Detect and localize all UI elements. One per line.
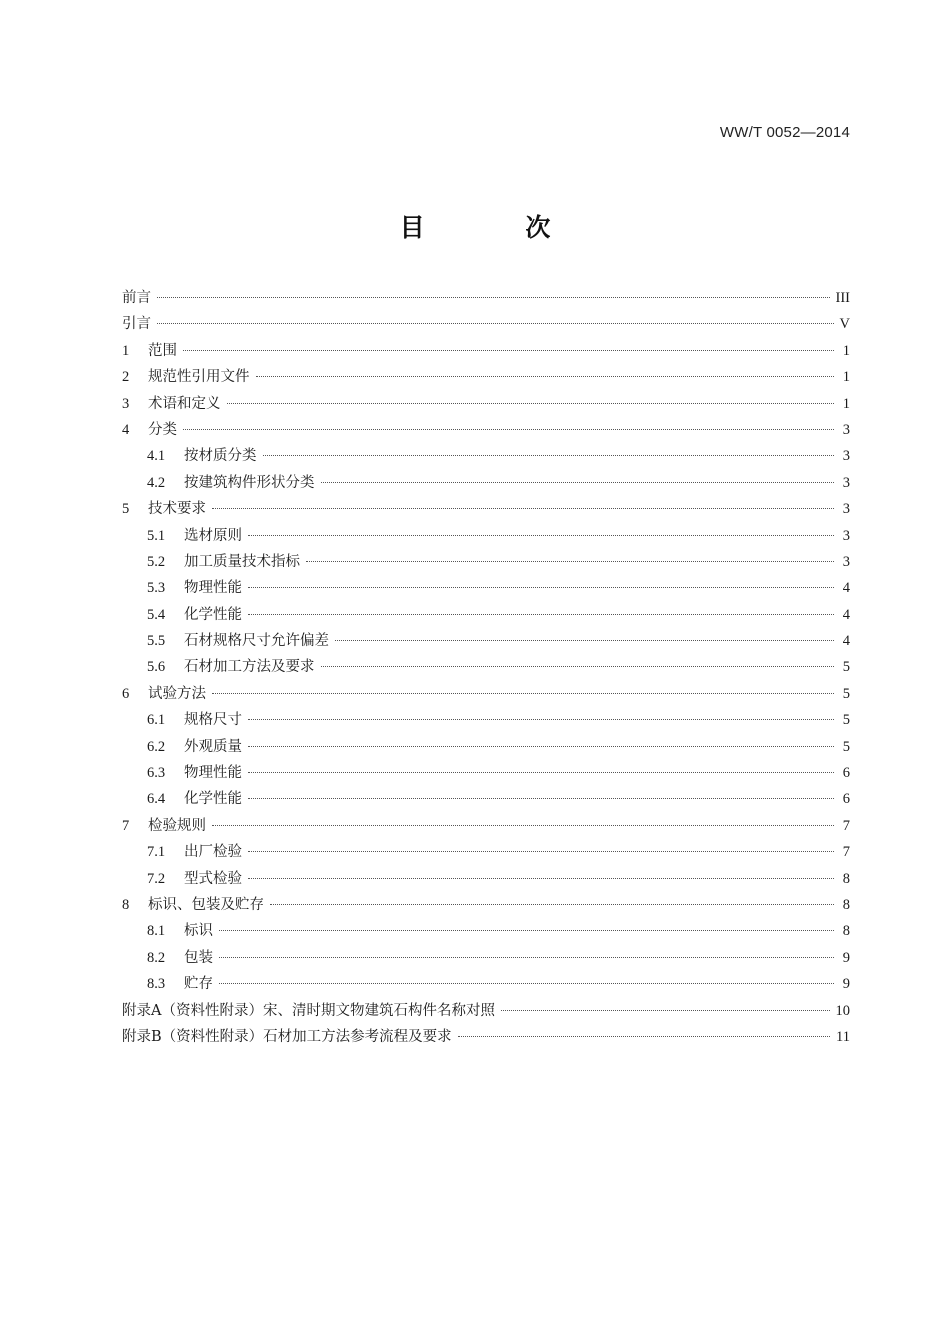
toc-entry-number: 8 — [122, 896, 130, 913]
toc-entry-number: 6.3 — [147, 765, 166, 782]
toc-entry-number: 5.3 — [147, 580, 166, 597]
toc-dot-leader — [248, 851, 834, 852]
toc-entry-page: 7 — [842, 817, 850, 834]
toc-entry-title: 分类 — [148, 421, 177, 438]
toc-dot-leader — [321, 482, 835, 483]
toc-entry-page: 9 — [842, 949, 850, 966]
toc-entry[interactable] — [122, 285, 850, 311]
toc-dot-leader — [248, 719, 834, 720]
toc-dot-leader — [219, 930, 834, 931]
toc-entry-page: 3 — [842, 553, 850, 570]
toc-entry-title: 规格尺寸 — [184, 712, 242, 729]
toc-entry-page: 6 — [842, 765, 850, 782]
toc-entry-title: 附录B（资料性附录）石材加工方法参考流程及要求 — [122, 1028, 452, 1045]
toc-dot-leader — [248, 798, 834, 799]
toc-entry-page: 11 — [836, 1028, 850, 1045]
toc-entry-page: 1 — [842, 395, 850, 412]
toc-entry-page: 3 — [842, 448, 850, 465]
toc-entry-page: 1 — [842, 369, 850, 386]
toc-entry-title: 物理性能 — [184, 765, 242, 782]
toc-entry-title: 加工质量技术指标 — [184, 553, 300, 570]
toc-entry-title: 包装 — [184, 949, 213, 966]
toc-entry-title: 试验方法 — [148, 685, 206, 702]
toc-entry[interactable] — [122, 760, 850, 786]
toc-entry-title: 出厂检验 — [184, 844, 242, 861]
toc-entry-page: 7 — [842, 844, 850, 861]
toc-entry[interactable] — [122, 892, 850, 918]
toc-dot-leader — [458, 1036, 830, 1037]
toc-entry-number: 8.1 — [147, 923, 166, 940]
toc-entry-page: 4 — [842, 633, 850, 650]
toc-dot-leader — [248, 614, 834, 615]
toc-entry-page: 3 — [842, 421, 850, 438]
toc-entry-number: 7.1 — [147, 844, 166, 861]
toc-entry-number: 6.2 — [147, 738, 166, 755]
toc-entry[interactable] — [122, 470, 850, 496]
toc-entry-title: 按建筑构件形状分类 — [184, 474, 315, 491]
table-of-contents — [122, 285, 850, 1050]
toc-dot-leader — [219, 957, 834, 958]
toc-dot-leader — [248, 535, 834, 536]
toc-entry-number: 4 — [122, 421, 130, 438]
toc-entry-page: 5 — [842, 659, 850, 676]
toc-entry[interactable] — [122, 311, 850, 337]
toc-entry[interactable] — [122, 575, 850, 601]
toc-entry-number: 5.6 — [147, 659, 166, 676]
toc-entry-title: 选材原则 — [184, 527, 242, 544]
toc-dot-leader — [270, 904, 834, 905]
toc-entry-number: 2 — [122, 369, 130, 386]
toc-entry-title: 标识、包装及贮存 — [148, 896, 264, 913]
toc-dot-leader — [219, 983, 834, 984]
toc-dot-leader — [248, 746, 834, 747]
toc-entry-title: 型式检验 — [184, 870, 242, 887]
toc-entry[interactable] — [122, 417, 850, 443]
toc-entry[interactable] — [122, 945, 850, 971]
toc-entry-title: 石材加工方法及要求 — [184, 659, 315, 676]
toc-entry-title: 物理性能 — [184, 580, 242, 597]
toc-dot-leader — [248, 878, 834, 879]
toc-entry-title: 规范性引用文件 — [148, 369, 250, 386]
toc-entry-number: 4.1 — [147, 448, 166, 465]
toc-entry-page: 3 — [842, 474, 850, 491]
toc-entry-page: 9 — [842, 976, 850, 993]
toc-entry[interactable] — [122, 813, 850, 839]
toc-entry-page: 5 — [842, 685, 850, 702]
toc-dot-leader — [263, 455, 835, 456]
toc-entry-number: 5.5 — [147, 633, 166, 650]
toc-entry-number: 3 — [122, 395, 130, 412]
toc-dot-leader — [157, 323, 834, 324]
toc-dot-leader — [212, 825, 834, 826]
toc-entry-page: 8 — [842, 923, 850, 940]
toc-entry-number: 5.1 — [147, 527, 166, 544]
toc-entry[interactable] — [122, 866, 850, 892]
toc-entry-page: 5 — [842, 712, 850, 729]
toc-entry-number: 5.2 — [147, 553, 166, 570]
toc-entry[interactable] — [122, 839, 850, 865]
toc-dot-leader — [157, 297, 830, 298]
toc-entry-number: 6.4 — [147, 791, 166, 808]
toc-entry-title: 化学性能 — [184, 606, 242, 623]
toc-dot-leader — [212, 693, 834, 694]
toc-entry[interactable] — [122, 734, 850, 760]
toc-entry-number: 7.2 — [147, 870, 166, 887]
toc-entry[interactable] — [122, 496, 850, 522]
toc-entry[interactable] — [122, 681, 850, 707]
toc-entry-title: 范围 — [148, 342, 177, 359]
toc-entry[interactable] — [122, 998, 850, 1024]
toc-entry-number: 6.1 — [147, 712, 166, 729]
toc-entry-number: 4.2 — [147, 474, 166, 491]
toc-entry-title: 石材规格尺寸允许偏差 — [184, 633, 329, 650]
toc-entry-number: 8.3 — [147, 976, 166, 993]
toc-entry-title: 前言 — [122, 290, 151, 306]
toc-entry-title: 化学性能 — [184, 791, 242, 808]
toc-dot-leader — [248, 587, 834, 588]
toc-entry[interactable] — [122, 443, 850, 469]
toc-entry[interactable] — [122, 391, 850, 417]
toc-entry[interactable] — [122, 628, 850, 654]
toc-entry[interactable] — [122, 523, 850, 549]
toc-entry-number: 8.2 — [147, 949, 166, 966]
toc-entry-title: 外观质量 — [184, 738, 242, 755]
toc-entry-title: 技术要求 — [148, 501, 206, 518]
toc-dot-leader — [183, 350, 834, 351]
toc-entry[interactable] — [122, 1024, 850, 1050]
toc-dot-leader — [335, 640, 834, 641]
toc-dot-leader — [306, 561, 834, 562]
toc-entry[interactable] — [122, 654, 850, 680]
toc-entry[interactable] — [122, 786, 850, 812]
toc-entry-page: 4 — [842, 606, 850, 623]
toc-entry[interactable] — [122, 602, 850, 628]
toc-entry-page: 6 — [842, 791, 850, 808]
toc-entry-title: 按材质分类 — [184, 448, 257, 465]
toc-dot-leader — [183, 429, 834, 430]
toc-entry[interactable] — [122, 549, 850, 575]
toc-entry-title: 标识 — [184, 923, 213, 940]
toc-dot-leader — [248, 772, 834, 773]
page-title: 目 次 — [399, 213, 597, 242]
toc-entry[interactable] — [122, 971, 850, 997]
toc-dot-leader — [321, 666, 835, 667]
toc-entry-number: 7 — [122, 817, 130, 834]
toc-entry-page: 5 — [842, 738, 850, 755]
toc-entry-page: 3 — [842, 501, 850, 518]
toc-entry-page: 8 — [842, 896, 850, 913]
standard-code: WW/T 0052—2014 — [719, 124, 850, 141]
toc-entry-number: 5 — [122, 501, 130, 518]
toc-entry-title: 引言 — [122, 316, 151, 333]
toc-entry[interactable] — [122, 364, 850, 390]
toc-entry-title: 术语和定义 — [148, 395, 221, 412]
toc-entry-page: 10 — [835, 1002, 850, 1019]
toc-entry-page: 8 — [842, 870, 850, 887]
toc-entry[interactable] — [122, 707, 850, 733]
toc-entry-number: 5.4 — [147, 606, 166, 623]
toc-dot-leader — [227, 403, 835, 404]
toc-entry-title: 附录A（资料性附录）宋、清时期文物建筑石构件名称对照 — [122, 1002, 495, 1019]
toc-dot-leader — [212, 508, 834, 509]
toc-dot-leader — [256, 376, 835, 377]
toc-entry-page: V — [839, 316, 850, 333]
toc-entry-page: 3 — [842, 527, 850, 544]
toc-entry-page: 4 — [842, 580, 850, 597]
toc-entry-page: III — [835, 290, 850, 306]
toc-entry[interactable] — [122, 918, 850, 944]
toc-entry[interactable] — [122, 338, 850, 364]
toc-entry-page: 1 — [842, 342, 850, 359]
toc-entry-number: 6 — [122, 685, 130, 702]
toc-entry-title: 贮存 — [184, 976, 213, 993]
toc-entry-number: 1 — [122, 342, 130, 359]
toc-entry-title: 检验规则 — [148, 817, 206, 834]
toc-dot-leader — [501, 1010, 830, 1011]
